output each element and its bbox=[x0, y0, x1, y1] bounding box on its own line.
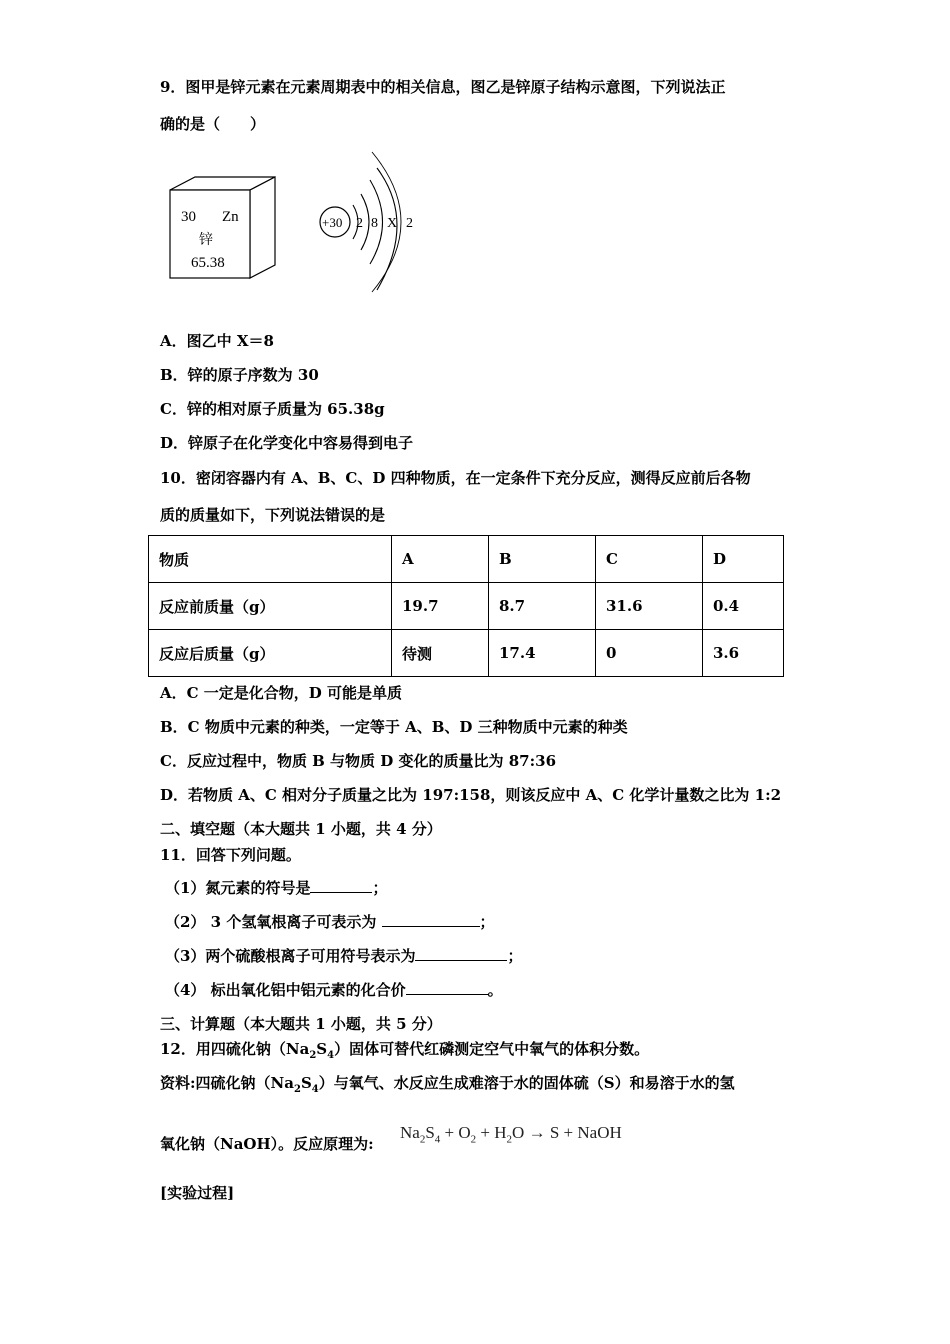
q10-option-c: C．反应过程中，物质 B 与物质 D 变化的质量比为 87:36 bbox=[160, 752, 557, 770]
table-cell: 0 bbox=[596, 630, 703, 677]
answer-blank[interactable] bbox=[415, 946, 507, 961]
table-header-cell: D bbox=[703, 536, 784, 583]
eq-sub: 2 bbox=[419, 1133, 426, 1146]
experiment-heading: [实验过程] bbox=[160, 1184, 235, 1202]
table-cell: 19.7 bbox=[392, 583, 489, 630]
q9-stem-line2: 确的是（ ） bbox=[160, 115, 266, 133]
q9-option-d: D．锌原子在化学变化中容易得到电子 bbox=[160, 434, 414, 452]
shell-count-1: 2 bbox=[356, 216, 363, 231]
q11-part-4-end: 。 bbox=[487, 981, 503, 999]
reaction-equation bbox=[400, 1123, 622, 1149]
q11-part-3-text: （3）两个硫酸根离子可用符号表示为 bbox=[165, 947, 416, 965]
q11-part-1-text: （1）氮元素的符号是 bbox=[165, 879, 311, 897]
eq-o: O bbox=[458, 1123, 471, 1142]
shell-count-4: 2 bbox=[406, 216, 413, 231]
eq-arrow: → bbox=[528, 1123, 546, 1142]
eq-s: S bbox=[549, 1123, 560, 1142]
section-3-heading: 三、计算题（本大题共 1 小题，共 5 分） bbox=[160, 1015, 442, 1033]
q12-stem-pre: 12．用四硫化钠（Na bbox=[160, 1040, 310, 1058]
q9-option-a: A．图乙中 X＝8 bbox=[160, 332, 274, 350]
answer-blank[interactable] bbox=[406, 980, 488, 995]
mass-table bbox=[148, 535, 784, 677]
q12-stem-sub1: 2 bbox=[309, 1050, 317, 1061]
q12-material bbox=[160, 1073, 735, 1100]
q11-part-1-end: ； bbox=[372, 879, 388, 897]
table-cell: 3.6 bbox=[703, 630, 784, 677]
table-header-cell: 物质 bbox=[149, 536, 392, 583]
q12-material-pre: 资料:四硫化钠（Na bbox=[160, 1074, 294, 1092]
eq-sub: 2 bbox=[470, 1133, 477, 1146]
element-name: 锌 bbox=[199, 232, 213, 248]
eq-h: H bbox=[494, 1123, 507, 1142]
q9-stem-line1: 9．图甲是锌元素在元素周期表中的相关信息，图乙是锌原子结构示意图，下列说法正 bbox=[160, 78, 726, 96]
element-mass: 65.38 bbox=[191, 255, 225, 271]
table-cell: 反应后质量（g） bbox=[149, 630, 392, 677]
table-cell: 反应前质量（g） bbox=[149, 583, 392, 630]
q11-part-4-text: （4） 标出氧化铝中铝元素的化合价 bbox=[165, 981, 406, 999]
eq-plus: + bbox=[480, 1123, 491, 1142]
q9-option-b: B．锌的原子序数为 30 bbox=[160, 366, 319, 384]
q10-stem-line2: 质的质量如下，下列说法错误的是 bbox=[160, 506, 386, 524]
element-symbol: Zn bbox=[222, 209, 239, 225]
q12-stem-post: ）固体可替代红磷测定空气中氧气的体积分数。 bbox=[334, 1040, 650, 1058]
table-header-row bbox=[149, 536, 784, 583]
q9-option-c: C．锌的相对原子质量为 65.38g bbox=[160, 400, 385, 418]
q11-part-2 bbox=[165, 912, 495, 932]
eq-s: S bbox=[425, 1123, 435, 1142]
atom-structure-diagram bbox=[320, 152, 413, 292]
shell-count-3: X bbox=[387, 216, 398, 231]
q12-stem-mid: S bbox=[316, 1040, 328, 1058]
table-header-cell: C bbox=[596, 536, 703, 583]
eq-naoh: NaOH bbox=[577, 1123, 622, 1142]
q10-option-d: D．若物质 A、C 相对分子质量之比为 197:158，则该反应中 A、C 化学计量数之比为 1:2 bbox=[160, 786, 782, 804]
answer-blank[interactable] bbox=[310, 878, 372, 893]
table-cell: 0.4 bbox=[703, 583, 784, 630]
eq-plus: + bbox=[563, 1123, 574, 1142]
q12-reaction-label: 氧化钠（NaOH）。反应原理为: bbox=[160, 1135, 374, 1153]
element-number: 30 bbox=[181, 209, 196, 225]
table-header-cell: A bbox=[392, 536, 489, 583]
q11-stem: 11．回答下列问题。 bbox=[160, 846, 301, 864]
eq-na: Na bbox=[400, 1123, 420, 1142]
zinc-figure bbox=[165, 150, 425, 300]
section-2-heading: 二、填空题（本大题共 1 小题，共 4 分） bbox=[160, 820, 442, 838]
q12-stem-sub2: 4 bbox=[327, 1050, 335, 1061]
answer-blank[interactable] bbox=[382, 912, 480, 927]
q11-part-2-text: （2） 3 个氢氧根离子可表示为 bbox=[165, 913, 382, 931]
table-row bbox=[149, 583, 784, 630]
q12-material-post: ）与氧气、水反应生成难溶于水的固体硫（S）和易溶于水的氢 bbox=[318, 1074, 735, 1092]
q12-material-sub1: 2 bbox=[293, 1084, 301, 1095]
q11-part-3 bbox=[165, 946, 522, 966]
table-row bbox=[149, 630, 784, 677]
q10-stem-line1: 10．密闭容器内有 A、B、C、D 四种物质，在一定条件下充分反应，测得反应前后各物 bbox=[160, 469, 751, 487]
eq-plus: + bbox=[444, 1123, 455, 1142]
eq-sub: 4 bbox=[434, 1133, 441, 1146]
q12-material-mid: S bbox=[300, 1074, 312, 1092]
q11-part-3-end: ； bbox=[507, 947, 523, 965]
q11-part-1 bbox=[165, 878, 387, 898]
table-cell: 31.6 bbox=[596, 583, 703, 630]
table-cell: 17.4 bbox=[489, 630, 596, 677]
table-cell: 8.7 bbox=[489, 583, 596, 630]
eq-o: O bbox=[512, 1123, 525, 1142]
table-cell: 待测 bbox=[392, 630, 489, 677]
q12-material-sub2: 4 bbox=[311, 1084, 319, 1095]
element-card bbox=[170, 177, 275, 278]
q12-stem bbox=[160, 1039, 649, 1066]
q10-option-a: A．C 一定是化合物，D 可能是单质 bbox=[160, 684, 403, 702]
q11-part-2-end: ； bbox=[479, 913, 495, 931]
q11-part-4 bbox=[165, 980, 503, 1000]
eq-sub: 2 bbox=[506, 1133, 513, 1146]
table-header-cell: B bbox=[489, 536, 596, 583]
shell-count-2: 8 bbox=[371, 216, 378, 231]
q10-option-b: B．C 物质中元素的种类，一定等于 A、B、D 三种物质中元素的种类 bbox=[160, 718, 628, 736]
nucleus-charge: +30 bbox=[322, 215, 343, 230]
